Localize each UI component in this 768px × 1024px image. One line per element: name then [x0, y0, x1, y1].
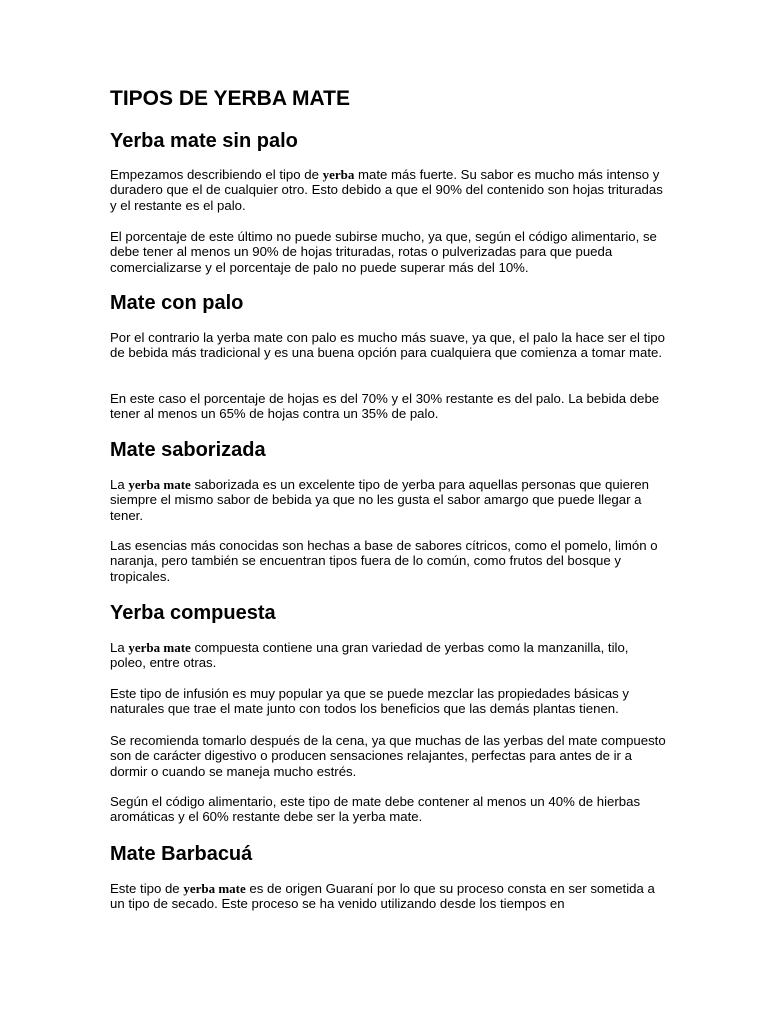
- paragraph: Empezamos describiendo el tipo de yerba mate más fuerte. Su sabor es mucho más intenso y duradero que el de cualquier otro. Esto debido a que el 90% del contenido son hojas trituradas y el restante es el palo.: [110, 167, 663, 213]
- document-title: TIPOS DE YERBA MATE: [110, 87, 350, 110]
- emphasis-term: yerba mate: [183, 881, 246, 896]
- section-heading-sin-palo: Yerba mate sin palo: [110, 130, 298, 152]
- paragraph: Se recomienda tomarlo después de la cena, ya que muchas de las yerbas del mate compuesto son de carácter digestivo o producen sensaciones relajantes, perfectas para antes de ir a dormir o cuando se maneja mucho estrés.: [110, 733, 666, 779]
- emphasis-term: yerba mate: [128, 477, 191, 492]
- section-heading-saborizada: Mate saborizada: [110, 439, 266, 461]
- paragraph: La yerba mate compuesta contiene una gran variedad de yerbas como la manzanilla, tilo, poleo, entre otras.: [110, 640, 629, 671]
- emphasis-term: yerba: [322, 167, 355, 182]
- paragraph: Este tipo de yerba mate es de origen Guaraní por lo que su proceso consta en ser sometida a un tipo de secado. Este proceso se ha venido utilizando desde los tiempos en: [110, 881, 655, 912]
- section-heading-con-palo: Mate con palo: [110, 292, 244, 314]
- paragraph: La yerba mate saborizada es un excelente tipo de yerba para aquellas personas que quieren siempre el mismo sabor de bebida ya que no les gusta el sabor amargo que puede llegar a tener.: [110, 477, 650, 523]
- paragraph: En este caso el porcentaje de hojas es del 70% y el 30% restante es del palo. La bebida debe tener al menos un 65% de hojas contra un 35% de palo.: [110, 391, 660, 422]
- emphasis-term: yerba mate: [128, 640, 191, 655]
- section-heading-barbacua: Mate Barbacuá: [110, 843, 253, 865]
- paragraph: El porcentaje de este último no puede subirse mucho, ya que, según el código alimentario, se debe tener al menos un 90% de hojas trituradas, rotas o pulverizadas para que pueda comercializarse y el porcentaje de palo no puede superar más del 10%.: [110, 229, 657, 275]
- paragraph: Por el contrario la yerba mate con palo es mucho más suave, ya que, el palo la hace ser el tipo de bebida más tradicional y es una buena opción para cualquiera que comienza a tomar mate.: [110, 330, 665, 361]
- paragraph: Este tipo de infusión es muy popular ya que se puede mezclar las propiedades básicas y naturales que trae el mate junto con todos los beneficios que las demás plantas tienen.: [110, 686, 630, 717]
- paragraph: Según el código alimentario, este tipo de mate debe contener al menos un 40% de hierbas aromáticas y el 60% restante debe ser la yerba mate.: [110, 794, 641, 825]
- section-heading-compuesta: Yerba compuesta: [110, 602, 276, 624]
- paragraph: Las esencias más conocidas son hechas a base de sabores cítricos, como el pomelo, limón o naranja, pero también se encuentran tipos fuera de lo común, como frutos del bosque y tropicales.: [110, 538, 658, 584]
